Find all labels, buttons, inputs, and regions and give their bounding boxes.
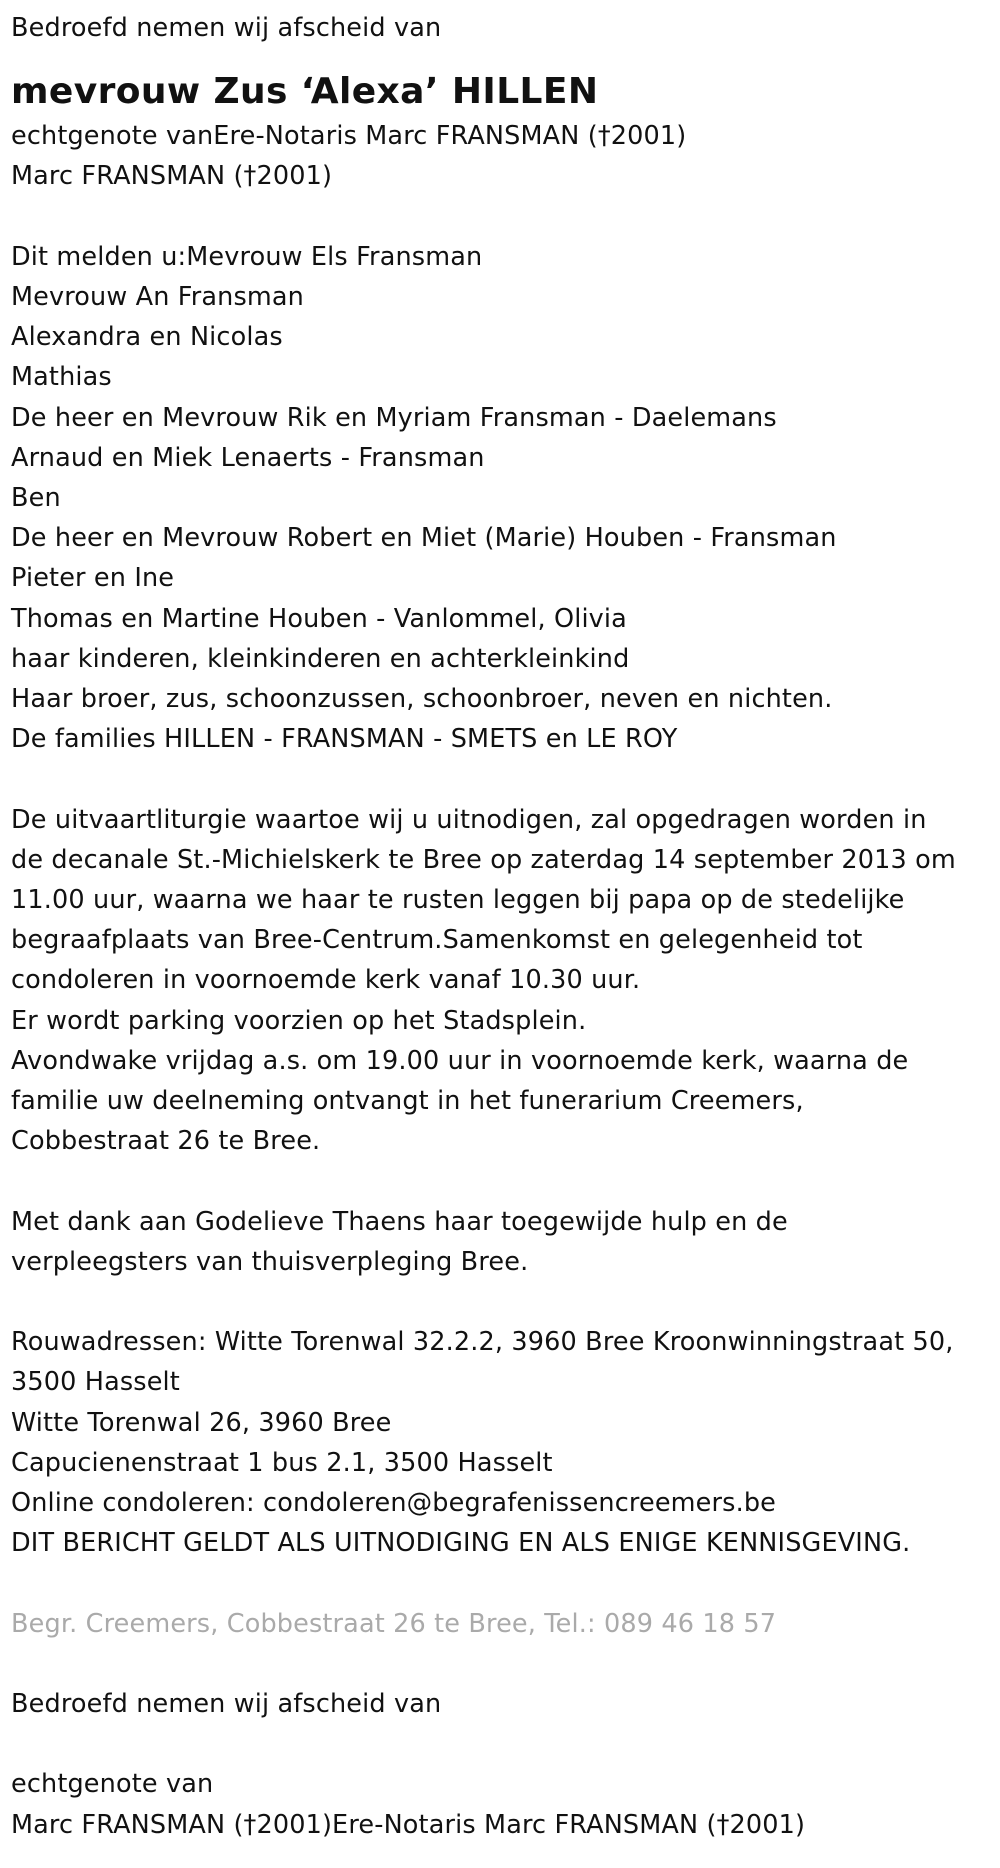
spouse-line: echtgenote vanEre-Notaris Marc FRANSMAN (†2001) (11, 121, 687, 152)
ceremony-line: Er wordt parking voorzien op het Stadsplein. (11, 1005, 587, 1036)
family-line: Mathias (11, 362, 112, 393)
ceremony-section (11, 800, 990, 1162)
address-line: Rouwadressen: Witte Torenwal 32.2.2, 3960 Bree Kroonwinningstraat 50, (11, 1327, 954, 1358)
thanks-section (11, 1202, 990, 1282)
family-line: Haar broer, zus, schoonzussen, schoonbroer, neven en nichten. (11, 684, 833, 715)
ceremony-line: familie uw deelneming ontvangt in het funerarium Creemers, (11, 1086, 804, 1117)
spouse-section (11, 116, 990, 196)
repeat-spouse-line: Marc FRANSMAN (†2001)Ere-Notaris Marc FRANSMAN (†2001) (11, 1809, 806, 1840)
spacer (11, 197, 990, 237)
intro-text: Bedroefd nemen wij afscheid van (11, 13, 442, 43)
address-line: Witte Torenwal 26, 3960 Bree (11, 1407, 392, 1438)
ceremony-line: de decanale St.-Michielskerk te Bree op zaterdag 14 september 2013 om (11, 844, 956, 875)
ceremony-line: 11.00 uur, waarna we haar te rusten leggen bij papa op de stedelijke (11, 885, 905, 916)
address-line: 3500 Hasselt (11, 1367, 180, 1398)
family-line: Ben (11, 483, 61, 514)
ceremony-line: begraafplaats van Bree-Centrum.Samenkomst en gelegenheid tot (11, 925, 863, 956)
family-section (11, 237, 990, 760)
spouse-line: Marc FRANSMAN (†2001) (11, 161, 333, 192)
addresses-section (11, 1322, 990, 1563)
deceased-name: mevrouw Zus ‘Alexa’ HILLEN (11, 71, 599, 113)
repeat-spouse-label: echtgenote van (11, 1769, 214, 1800)
family-line: Thomas en Martine Houben - Vanlommel, Olivia (11, 603, 627, 634)
spacer (11, 1724, 990, 1764)
spacer (11, 1282, 990, 1322)
family-line: De heer en Mevrouw Robert en Miet (Marie) Houben - Fransman (11, 523, 837, 554)
ceremony-line: condoleren in voornoemde kerk vanaf 10.30 uur. (11, 965, 641, 996)
address-line: Capucienenstraat 1 bus 2.1, 3500 Hasselt (11, 1447, 553, 1478)
spacer (11, 1563, 990, 1603)
thanks-line: Met dank aan Godelieve Thaens haar toegewijde hulp en de (11, 1206, 788, 1237)
ceremony-line: Avondwake vrijdag a.s. om 19.00 uur in voornoemde kerk, waarna de (11, 1045, 909, 1076)
family-line: Dit melden u:Mevrouw Els Fransman (11, 241, 483, 272)
spacer (11, 759, 990, 799)
undertaker-info: Begr. Creemers, Cobbestraat 26 te Bree, Tel.: 089 46 18 57 (11, 1608, 777, 1639)
family-line: Alexandra en Nicolas (11, 322, 283, 353)
family-line: Mevrouw An Fransman (11, 282, 304, 312)
ceremony-line: Cobbestraat 26 te Bree. (11, 1126, 321, 1157)
spacer (11, 1161, 990, 1201)
family-line: haar kinderen, kleinkinderen en achterkleinkind (11, 643, 630, 674)
family-line: Arnaud en Miek Lenaerts - Fransman (11, 442, 485, 473)
repeat-intro: Bedroefd nemen wij afscheid van (11, 1689, 442, 1720)
spacer (11, 1644, 990, 1684)
family-line: Pieter en Ine (11, 563, 175, 594)
online-condolences-line: Online condoleren: condoleren@begrafenissencreemers.be (11, 1488, 776, 1519)
family-line: De heer en Mevrouw Rik en Myriam Fransman - Daelemans (11, 402, 777, 433)
family-line: De families HILLEN - FRANSMAN - SMETS en LE ROY (11, 724, 678, 755)
ceremony-line: De uitvaartliturgie waartoe wij u uitnodigen, zal opgedragen worden in (11, 804, 927, 835)
thanks-line: verpleegsters van thuisverpleging Bree. (11, 1246, 529, 1277)
notice-statement: DIT BERICHT GELDT ALS UITNODIGING EN ALS ENIGE KENNISGEVING. (11, 1528, 911, 1559)
